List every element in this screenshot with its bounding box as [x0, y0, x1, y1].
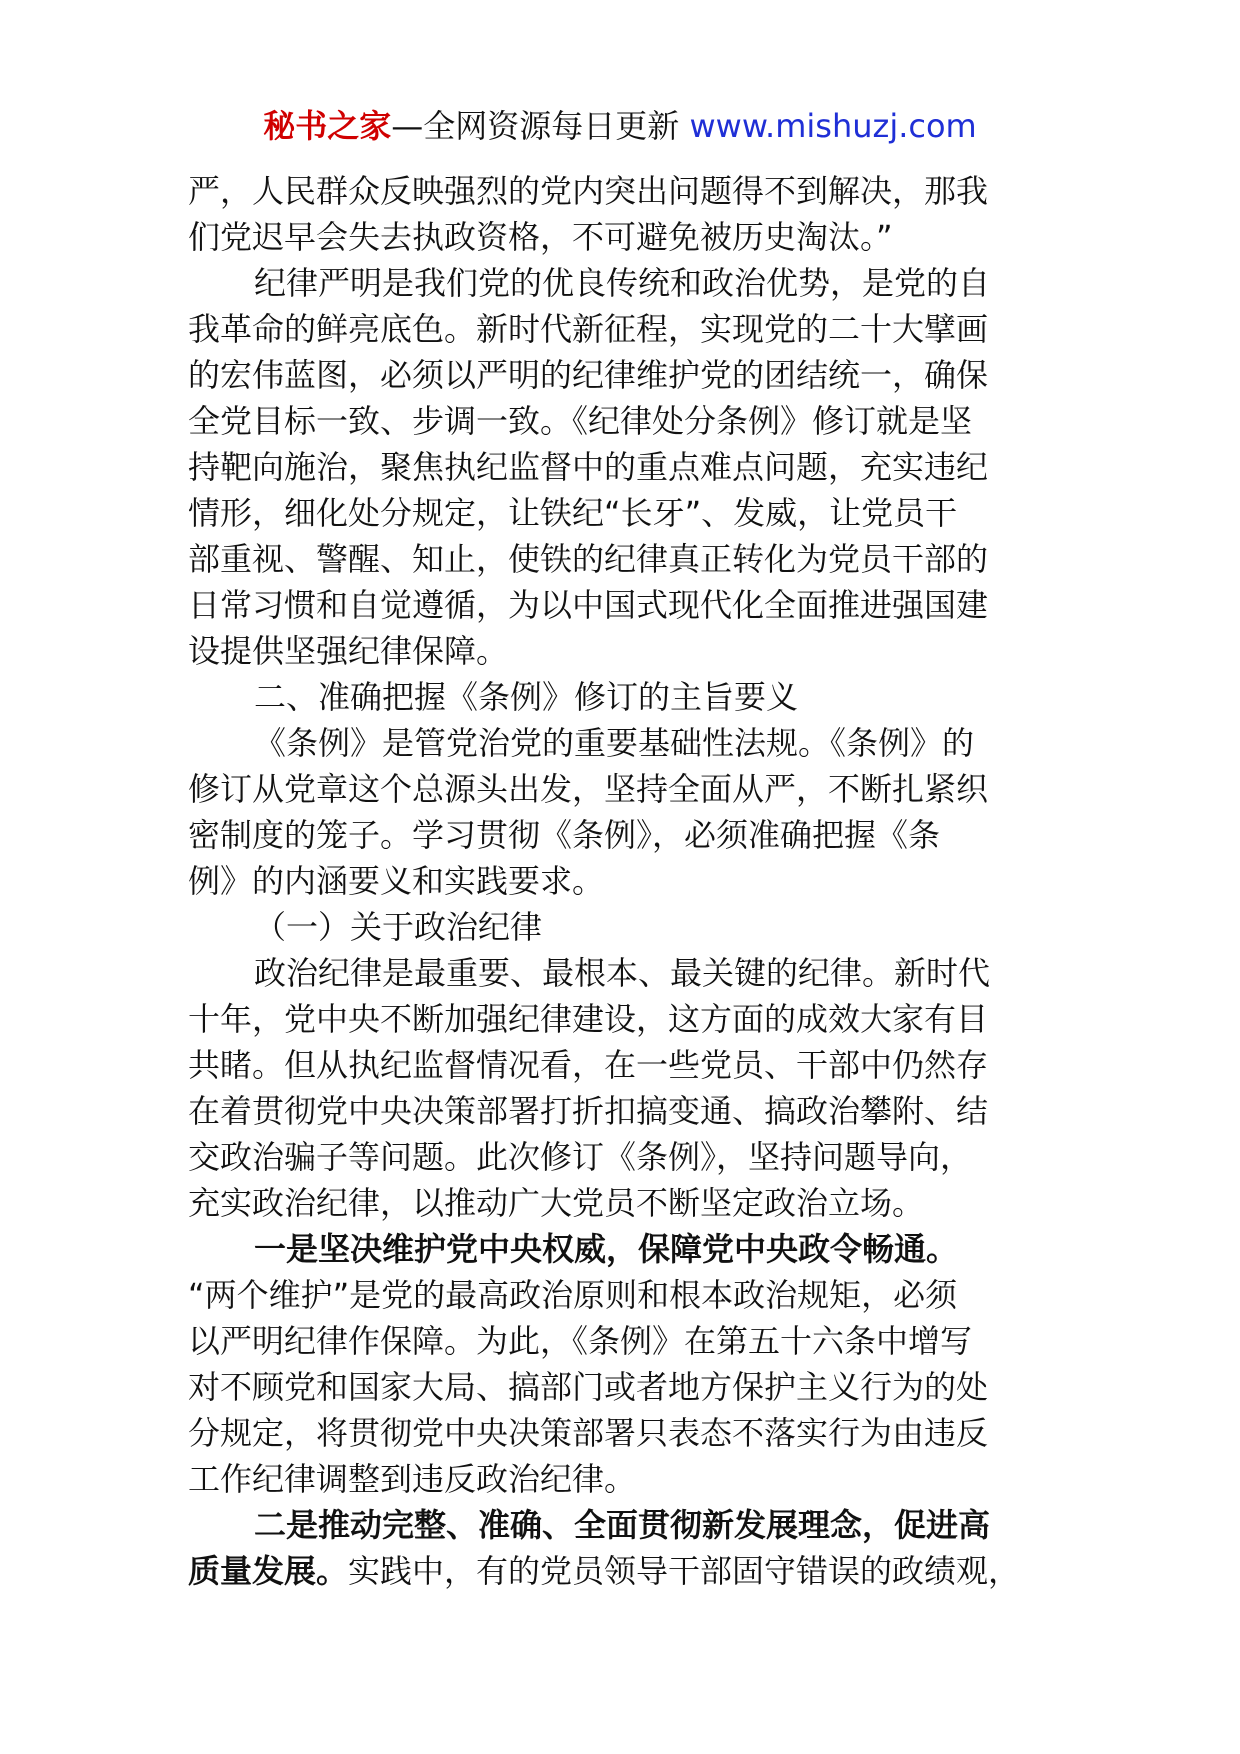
text-line: 共睹。但从执纪监督情况看，在一些党员、干部中仍然存 — [188, 1046, 989, 1084]
text-line: 实践中，有的党员领导干部固守错误的政绩观， — [348, 1552, 1021, 1590]
bold-point-heading: 一是坚决维护党中央权威，保障党中央政令畅通。 — [254, 1230, 959, 1268]
text-line: 对不顾党和国家大局、搞部门或者地方保护主义行为的处 — [188, 1368, 989, 1406]
text-line: 严，人民群众反映强烈的党内突出问题得不到解决，那我 — [188, 172, 989, 210]
text-line: 我革命的鲜亮底色。新时代新征程，实现党的二十大擘画 — [188, 310, 989, 348]
document-body — [188, 168, 1068, 1594]
text-line: 政治纪律是最重要、最根本、最关键的纪律。新时代 — [254, 954, 991, 992]
text-line: 们党迟早会失去执政资格，不可避免被历史淘汰。” — [188, 218, 893, 256]
text-line: 交政治骗子等问题。此次修订《条例》，坚持问题导向， — [188, 1138, 973, 1176]
text-line: 分规定，将贯彻党中央决策部署只表态不落实行为由违反 — [188, 1414, 989, 1452]
text-line: 修订从党章这个总源头出发，坚持全面从严，不断扎紧织 — [188, 770, 989, 808]
text-line: 的宏伟蓝图，必须以严明的纪律维护党的团结统一，确保 — [188, 356, 989, 394]
text-line: 以严明纪律作保障。为此，《条例》在第五十六条中增写 — [188, 1322, 973, 1360]
site-url-link[interactable]: www.mishuzj.com — [689, 107, 977, 145]
subsection-heading: （一）关于政治纪律 — [254, 908, 543, 946]
text-line: 情形，细化处分规定，让铁纪“长牙”、发威，让党员干 — [188, 494, 958, 532]
text-line: 纪律严明是我们党的优良传统和政治优势，是党的自 — [254, 264, 991, 302]
bold-point-heading: 二是推动完整、准确、全面贯彻新发展理念，促进高 — [254, 1506, 991, 1544]
section-heading: 二、准确把握《条例》修订的主旨要义 — [254, 678, 799, 716]
text-line: 持靶向施治，聚焦执纪监督中的重点难点问题，充实违纪 — [188, 448, 989, 486]
text-line: “两个维护”是党的最高政治原则和根本政治规矩，必须 — [188, 1276, 958, 1314]
text-line: 《条例》是管党治党的重要基础性法规。《条例》的 — [254, 724, 975, 762]
text-line: 十年，党中央不断加强纪律建设，这方面的成效大家有目 — [188, 1000, 989, 1038]
text-line: 在着贯彻党中央决策部署打折扣搞变通、搞政治攀附、结 — [188, 1092, 989, 1130]
bold-point-heading-end: 质量发展。 — [188, 1552, 349, 1590]
text-line-mixed — [188, 1548, 1068, 1594]
site-brand: 秘书之家 — [263, 107, 392, 145]
text-line: 设提供坚强纪律保障。 — [188, 632, 509, 670]
text-line: 密制度的笼子。学习贯彻《条例》，必须准确把握《条 — [188, 816, 941, 854]
site-header — [0, 98, 1240, 154]
text-line: 日常习惯和自觉遵循，为以中国式现代化全面推进强国建 — [188, 586, 989, 624]
text-line: 部重视、警醒、知止，使铁的纪律真正转化为党员干部的 — [188, 540, 989, 578]
text-line: 例》的内涵要义和实践要求。 — [188, 862, 605, 900]
text-line: 全党目标一致、步调一致。《纪律处分条例》修订就是坚 — [188, 402, 973, 440]
text-line: 充实政治纪律，以推动广大党员不断坚定政治立场。 — [188, 1184, 925, 1222]
text-line: 工作纪律调整到违反政治纪律。 — [188, 1460, 637, 1498]
site-slogan: —全网资源每日更新 — [391, 107, 680, 145]
